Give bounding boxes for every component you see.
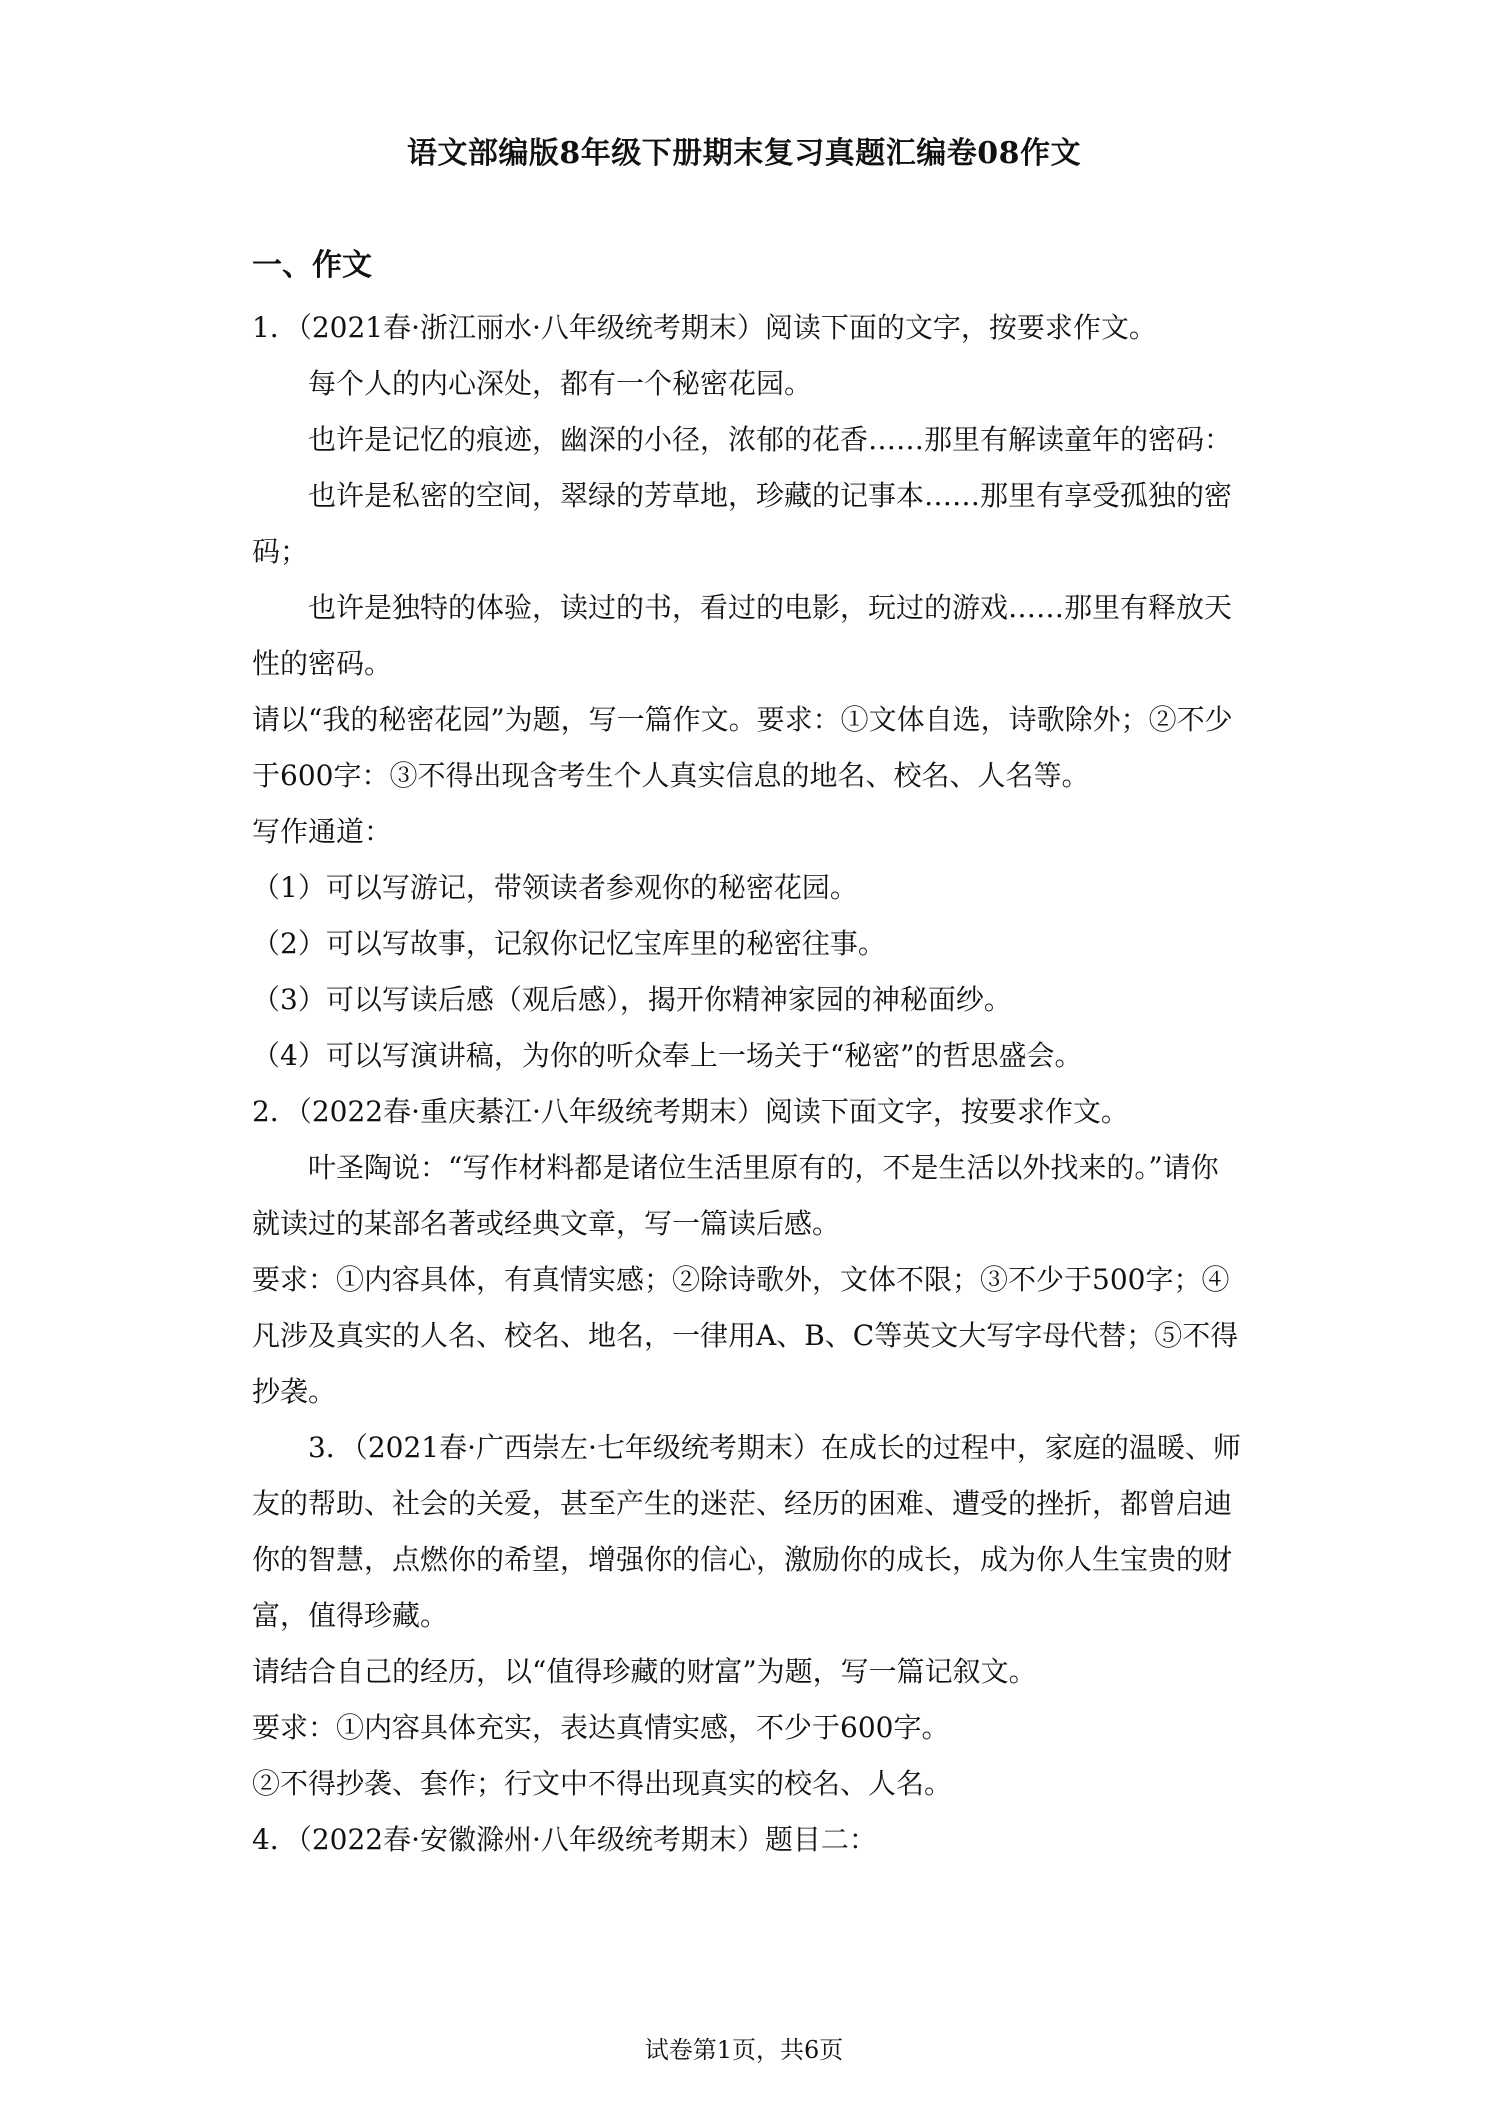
question-4 (252, 1812, 1242, 1868)
question-2-paragraph-1: 叶圣陶说：“写作材料都是诸位生活里原有的，不是生活以外找来的。”请你就读过的某部名著或经典文章，写一篇读后感。 (252, 1151, 1219, 1240)
question-1-option-2: （2）可以写故事，记叙你记忆宝库里的秘密往事。 (252, 927, 886, 960)
question-2 (252, 1084, 1242, 1420)
document-body (252, 300, 1242, 1868)
question-2-requirements: 要求：①内容具体，有真情实感；②除诗歌外，文体不限；③不少于500字；④凡涉及真实的人名、校名、地名，一律用A、B、C等英文大写字母代替；⑤不得抄袭。 (252, 1263, 1239, 1408)
document-title: 语文部编版8年级下册期末复习真题汇编卷08作文 (406, 136, 1082, 171)
question-1-paragraph-1: 每个人的内心深处，都有一个秘密花园。 (308, 367, 813, 400)
question-1 (252, 300, 1242, 1084)
question-1-paragraph-2: 也许是记忆的痕迹，幽深的小径，浓郁的花香……那里有解读童年的密码： (308, 423, 1233, 456)
section-heading: 一、作文 (252, 248, 372, 283)
question-1-requirements: 请以“我的秘密花园”为题，写一篇作文。要求：①文体自选，诗歌除外；②不少于600字：③不得出现含考生个人真实信息的地名、校名、人名等。 (252, 703, 1233, 792)
page-footer: 试卷第1页，共6页 (644, 2036, 844, 2064)
question-3-requirement-1: 要求：①内容具体充实，表达真情实感，不少于600字。 (252, 1711, 950, 1744)
question-1-channel-label: 写作通道： (252, 815, 393, 848)
question-1-option-3: （3）可以写读后感（观后感），揭开你精神家园的神秘面纱。 (252, 983, 1012, 1016)
question-1-paragraph-4: 也许是独特的体验，读过的书，看过的电影，玩过的游戏……那里有释放天性的密码。 (252, 591, 1233, 680)
question-3-task: 请结合自己的经历，以“值得珍藏的财富”为题，写一篇记叙文。 (252, 1655, 1037, 1688)
question-3 (252, 1420, 1242, 1812)
question-2-head: 2．（2022春·重庆綦江·八年级统考期末）阅读下面文字，按要求作文。 (252, 1095, 1129, 1128)
question-4-head: 4．（2022春·安徽滁州·八年级统考期末）题目二： (252, 1823, 877, 1856)
question-3-head: 3．（2021春·广西崇左·七年级统考期末）在成长的过程中，家庭的温暖、师友的帮助、社会的关爱，甚至产生的迷茫、经历的困难、遭受的挫折，都曾启迪你的智慧，点燃你的希望，增强你的信心，激励你的成长，成为你人生宝贵的财富，值得珍藏。 (252, 1431, 1241, 1632)
question-1-option-4: （4）可以写演讲稿，为你的听众奉上一场关于“秘密”的哲思盛会。 (252, 1039, 1083, 1072)
question-1-head: 1．（2021春·浙江丽水·八年级统考期末）阅读下面的文字，按要求作文。 (252, 311, 1157, 344)
question-1-paragraph-3: 也许是私密的空间，翠绿的芳草地，珍藏的记事本……那里有享受孤独的密码； (252, 479, 1233, 568)
question-1-option-1: （1）可以写游记，带领读者参观你的秘密花园。 (252, 871, 858, 904)
question-3-requirement-2: ②不得抄袭、套作；行文中不得出现真实的校名、人名。 (252, 1767, 953, 1800)
